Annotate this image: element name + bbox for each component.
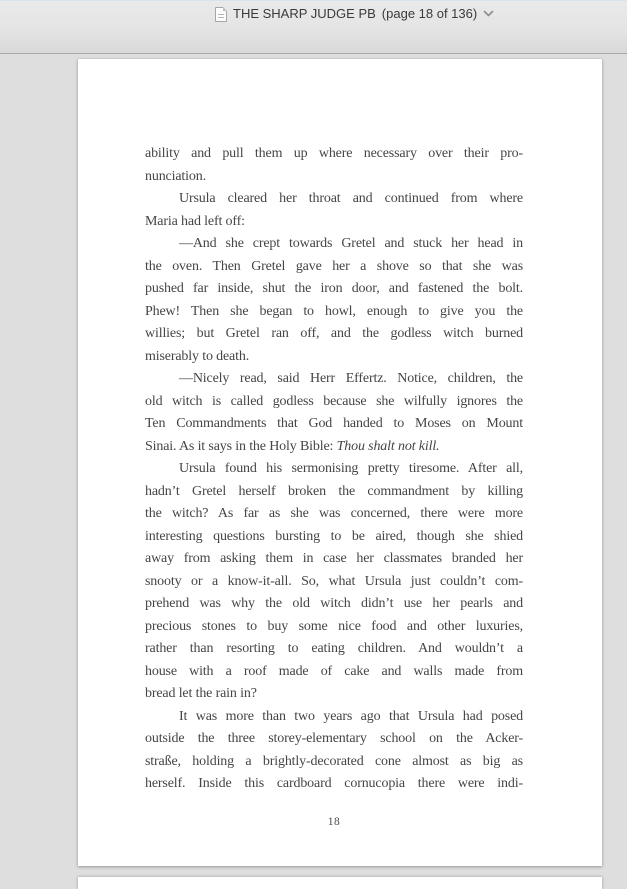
text-line: herself. Inside this cardboard cornucopia there were indi- [145,776,523,791]
text-line: Maria had left off: [145,213,245,229]
text-line: hadn’t Gretel herself broken the commandment by killing [145,483,523,499]
text-line: Ursula cleared her throat and continued from where [179,191,523,206]
page-number: 18 [327,816,341,828]
page-lines [145,143,523,796]
text-line: Phew! Then she began to howl, enough to give you the [145,303,523,319]
text-line: nunciation. [145,168,206,184]
text-line: rather than resorting to eating children. And wouldn’t a [145,641,523,656]
next-page-edge [78,877,602,889]
text-line: prehend was why the old witch didn’t use her pearls and [145,596,523,611]
text-line: It was more than two years ago that Ursula had posed [179,708,523,724]
text-line: the witch? As far as she was concerned, there were more [145,506,523,521]
document-title: THE SHARP JUDGE PB [233,6,376,21]
text-line: the oven. Then Gretel gave her a shove so that she was [145,258,523,274]
text-line: straße, holding a brightly-decorated cone almost as big as [145,753,523,769]
text-line: ability and pull them up where necessary over their pro- [145,146,523,161]
text-line: house with a roof made of cake and walls made from [145,663,523,679]
text-line: interesting questions bursting to be aired, though she shied [145,528,523,544]
text-line: miserably to death. [145,348,250,364]
text-line: Ten Commandments that God handed to Moses on Mount [145,416,523,431]
text-line: precious stones to buy some nice food and other luxuries, [145,618,523,634]
text-line: old witch is called godless because she wilfully ignores the [145,393,523,409]
text-line: Sinai. As it says in the Holy Bible: Thou shalt not kill. [145,438,440,454]
text-line: —Nicely read, said Herr Effertz. Notice, children, the [179,371,523,386]
text-line: pushed far inside, shut the iron door, and fastened the bolt. [145,281,523,296]
page-indicator: (page 18 of 136) [381,6,478,21]
text-line: snooty or a know-it-all. So, what Ursula just couldn’t com- [145,573,523,589]
chevron-down-icon[interactable] [483,10,494,18]
book-page [78,59,602,866]
text-line: willies; but Gretel ran off, and the godless witch burned [145,326,523,341]
text-line: away from asking them in case her classmates branded her [145,551,523,566]
text-line: bread let the rain in? [145,686,257,701]
document-icon [215,7,227,22]
text-line: —And she crept towards Gretel and stuck her head in [179,236,523,251]
window-title-menu[interactable] [215,4,494,24]
text-line: Ursula found his sermonising pretty tiresome. After all, [179,461,523,476]
document-scroll-area[interactable] [0,55,627,882]
titlebar [0,0,627,54]
text-line: outside the three storey-elementary school on the Acker- [145,731,523,746]
